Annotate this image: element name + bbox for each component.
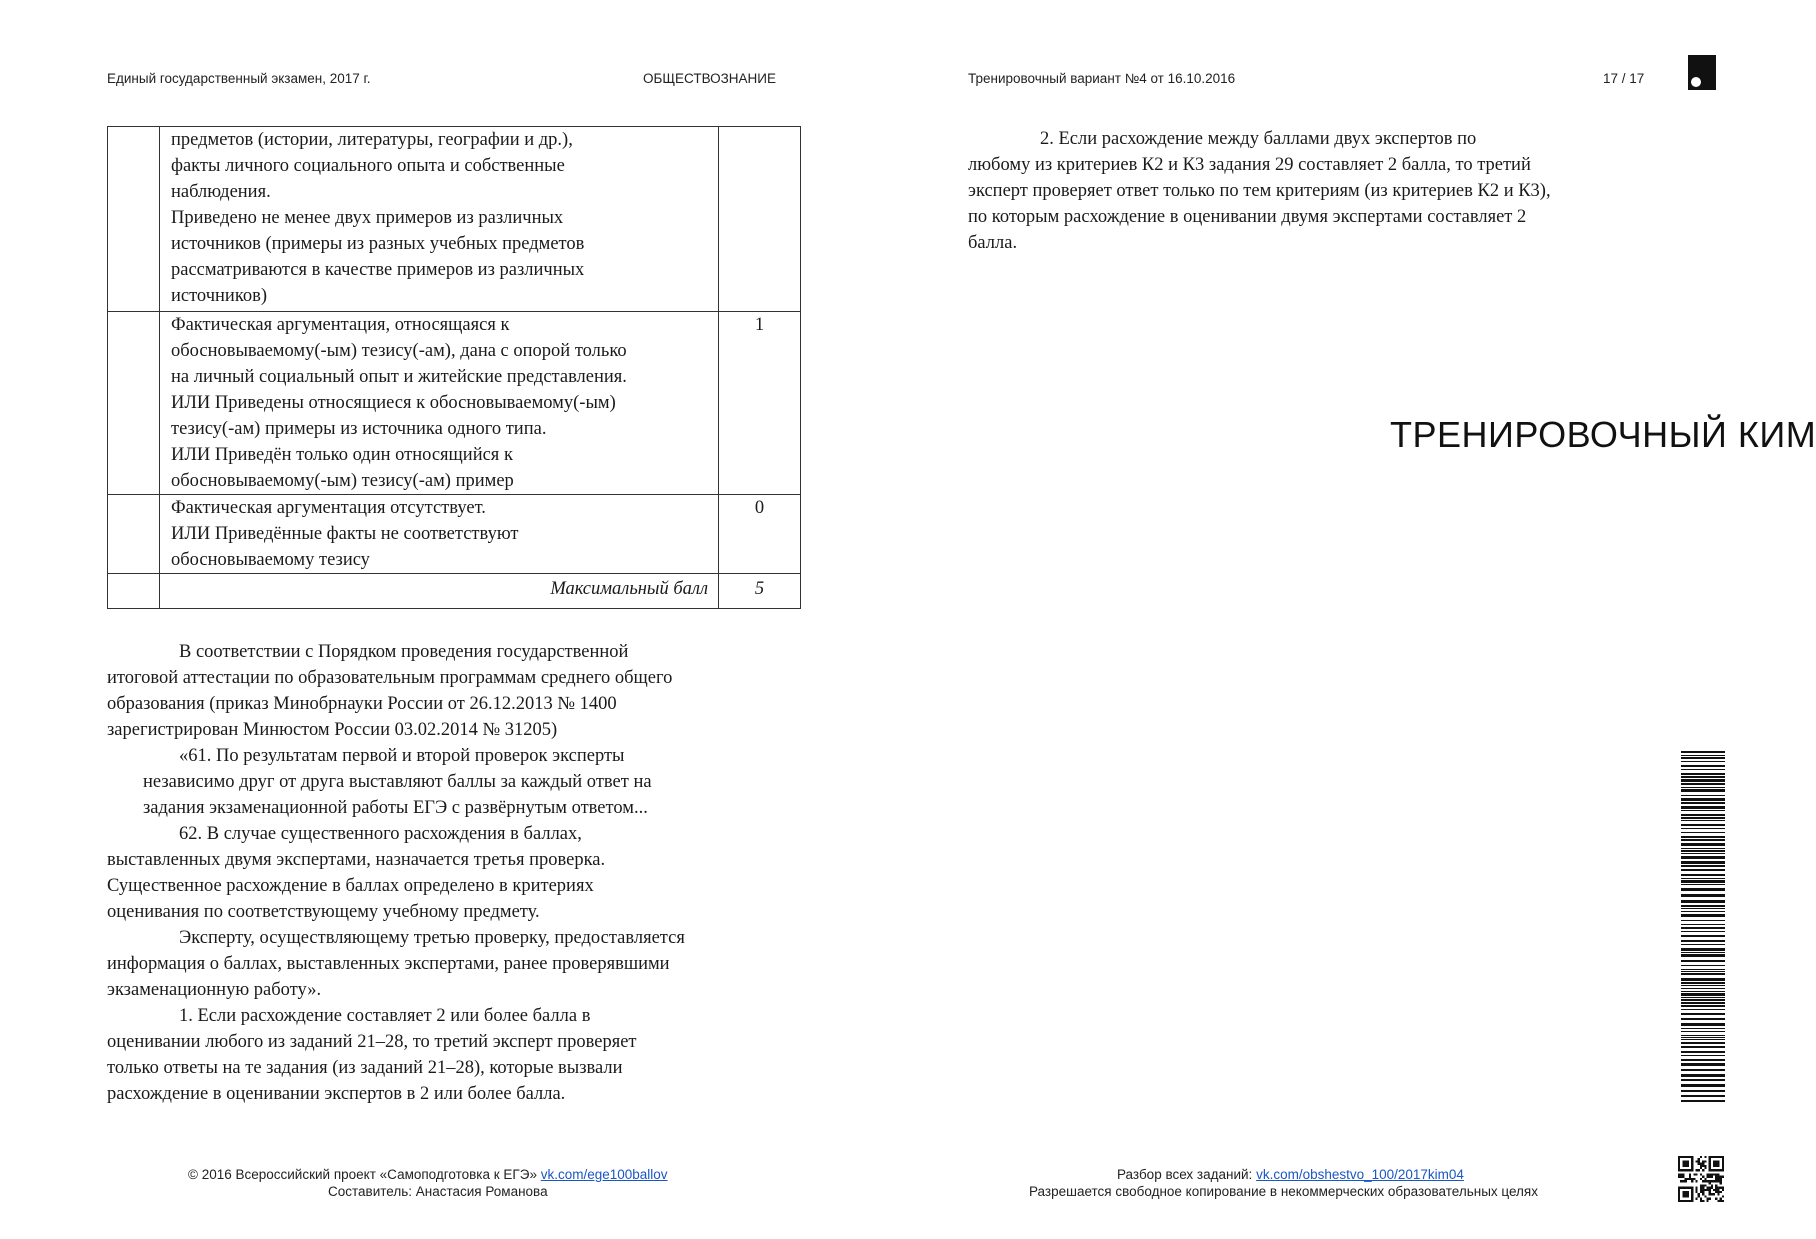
text-line: любому из критериев К2 и К3 задания 29 составляет 2 балла, то третий — [968, 155, 1531, 175]
text-line: Существенное расхождение в баллах определено в критериях — [107, 876, 594, 896]
qr-code-icon — [1678, 1156, 1724, 1202]
text-line: ИЛИ Приведённые факты не соответствуют — [170, 524, 519, 544]
max-score-label: Максимальный балл — [159, 574, 718, 609]
text-line: ИЛИ Приведён только один относящийся к — [170, 445, 513, 465]
text-line: 2. Если расхождение между баллами двух экспертов по — [1040, 129, 1477, 149]
watermark-title: ТРЕНИРОВОЧНЫЙ КИМ — [1390, 414, 1816, 455]
text-line: зарегистрирован Минюстом России 03.02.2014 № 31205) — [107, 720, 558, 740]
footer-copyright — [188, 1167, 668, 1182]
text-line: источников (примеры из разных учебных предметов — [170, 234, 585, 254]
table-cell-empty — [108, 574, 160, 609]
score-cell: 1 — [719, 312, 801, 495]
expert-paragraph — [107, 925, 685, 1003]
text-line: задания экзаменационной работы ЕГЭ с развёрнутым ответом... — [143, 798, 648, 818]
text-line: образования (приказ Минобрнауки России от 26.12.2013 № 1400 — [107, 694, 617, 714]
header-page-number: 17 / 17 — [1603, 71, 1645, 86]
text-line: выставленных двумя экспертами, назначается третья проверка. — [107, 850, 606, 870]
rule-1-paragraph — [107, 1003, 637, 1107]
text-line: Фактическая аргументация отсутствует. — [170, 498, 486, 518]
text-line: только ответы на те задания (из заданий 21–28), которые вызвали — [107, 1058, 623, 1078]
footer-analysis-text: Разбор всех заданий: — [1117, 1167, 1257, 1182]
footer-author: Составитель: Анастасия Романова — [328, 1184, 548, 1199]
table-cell-empty — [108, 495, 160, 574]
text-line: рассматриваются в качестве примеров из различных — [170, 260, 585, 280]
table-row — [108, 312, 801, 495]
score-cell: 0 — [719, 495, 801, 574]
text-line: обосновываемому(-ым) тезису(-ам), дана с опорой только — [170, 341, 627, 361]
footer-link-obshestvo[interactable]: vk.com/obshestvo_100/2017kim04 — [1256, 1167, 1464, 1182]
text-line: итоговой аттестации по образовательным программам среднего общего — [107, 668, 673, 688]
text-line: Фактическая аргументация, относящаяся к — [170, 315, 510, 335]
text-line: ИЛИ Приведены относящиеся к обосновываемому(-ым) — [170, 393, 616, 413]
criteria-text — [159, 127, 718, 312]
text-line: эксперт проверяет ответ только по тем критериям (из критериев К2 и К3), — [968, 181, 1551, 201]
header-variant: Тренировочный вариант №4 от 16.10.2016 — [968, 71, 1236, 86]
corner-marker-icon — [1688, 55, 1716, 90]
text-line: расхождение в оценивании экспертов в 2 или более балла. — [107, 1084, 566, 1104]
quote-paragraph — [143, 743, 652, 821]
text-line: обосновываемому тезису — [170, 550, 370, 570]
table-cell-empty — [108, 312, 160, 495]
footer-license: Разрешается свободное копирование в некоммерческих образовательных целях — [1029, 1184, 1538, 1199]
intro-paragraph — [107, 639, 672, 743]
text-line: независимо друг от друга выставляют баллы за каждый ответ на — [143, 772, 652, 792]
text-line: 1. Если расхождение составляет 2 или более балла в — [179, 1006, 591, 1026]
text-line: «61. По результатам первой и второй проверок эксперты — [179, 746, 625, 766]
rule-2-paragraph — [968, 126, 1551, 256]
footer-analysis — [1117, 1167, 1464, 1182]
table-cell-empty — [108, 127, 160, 312]
text-line: факты личного социального опыта и собственные — [170, 156, 565, 176]
score-cell — [719, 127, 801, 312]
text-line: экзаменационную работу». — [107, 980, 322, 1000]
text-line: В соответствии с Порядком проведения государственной — [179, 642, 629, 662]
header-exam: Единый государственный экзамен, 2017 г. — [107, 71, 371, 86]
text-line: оценивании любого из заданий 21–28, то третий эксперт проверяет — [107, 1032, 637, 1052]
text-line: оценивания по соответствующему учебному предмету. — [107, 902, 540, 922]
text-line: 62. В случае существенного расхождения в баллах, — [179, 824, 582, 844]
text-line: источников) — [170, 286, 268, 306]
text-line: Эксперту, осуществляющему третью проверку, предоставляется — [179, 928, 685, 948]
paragraph-62 — [107, 821, 605, 925]
text-line: балла. — [968, 233, 1018, 253]
table-row — [108, 495, 801, 574]
text-line: Приведено не менее двух примеров из различных — [170, 208, 564, 228]
criteria-text — [159, 495, 718, 574]
header-subject: ОБЩЕСТВОЗНАНИЕ — [643, 71, 776, 86]
criteria-table — [107, 126, 801, 609]
criteria-text — [159, 312, 718, 495]
text-line: по которым расхождение в оценивании двумя экспертами составляет 2 — [968, 207, 1527, 227]
footer-link-ege100ballov[interactable]: vk.com/ege100ballov — [540, 1167, 668, 1182]
footer-copyright-text: © 2016 Всероссийский проект «Самоподготовка к ЕГЭ» — [188, 1167, 541, 1182]
text-line: предметов (истории, литературы, географии и др.), — [170, 130, 573, 150]
table-row-max — [108, 574, 801, 609]
text-line: наблюдения. — [170, 182, 271, 202]
text-line: на личный социальный опыт и житейские представления. — [170, 367, 627, 387]
table-row — [108, 127, 801, 312]
text-line: тезису(-ам) примеры из источника одного типа. — [170, 419, 547, 439]
text-line: обосновываемому(-ым) тезису(-ам) пример — [170, 471, 514, 491]
barcode-icon — [1681, 751, 1725, 1101]
text-line: информация о баллах, выставленных экспертами, ранее проверявшими — [107, 954, 670, 974]
max-score-value: 5 — [719, 574, 801, 609]
